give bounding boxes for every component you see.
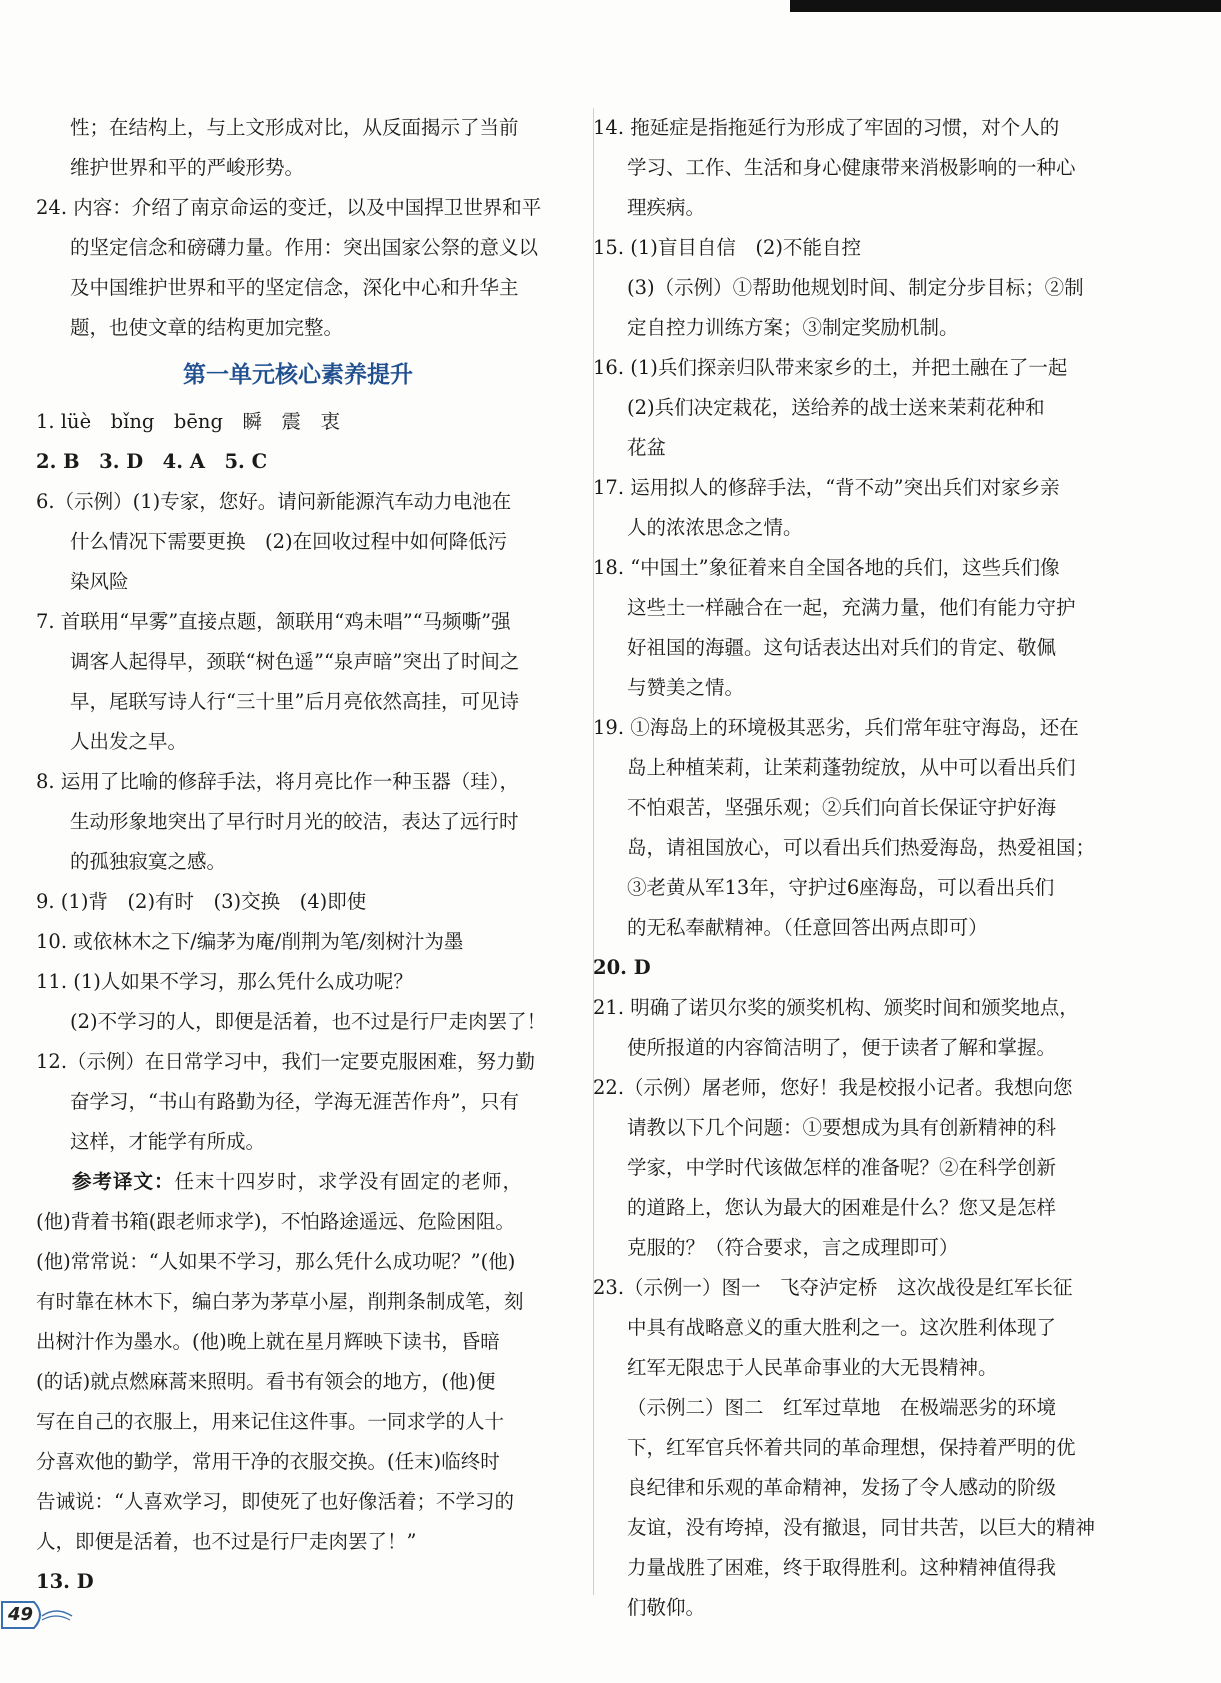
answer-18 (593, 548, 1115, 708)
text-line: (2)不学习的人，即便是活着，也不过是行尸走肉罢了！ (70, 1010, 547, 1033)
text-line: 力量战胜了困难，终于取得胜利。这种精神值得我 (627, 1556, 1057, 1579)
answer-21 (593, 988, 1115, 1068)
answer-14 (593, 108, 1115, 228)
answer-11 (36, 962, 560, 1042)
text-line: 调客人起得早，颈联“树色遥”“泉声暗”突出了时间之 (70, 650, 520, 673)
text-line: 这样，才能学有所成。 (70, 1130, 266, 1153)
answer-6 (36, 482, 560, 602)
text-line: 早，尾联写诗人行“三十里”后月亮依然高挂，可见诗 (70, 690, 519, 713)
text-line: 的无私奉献精神。（任意回答出两点即可） (627, 916, 988, 939)
text-line: 12.（示例）在日常学习中，我们一定要克服困难，努力勤 (36, 1050, 536, 1073)
answer-12 (36, 1042, 560, 1162)
page-number-badge (0, 1600, 80, 1630)
text-line: 花盆 (627, 436, 667, 459)
text-line: (3)（示例）①帮助他规划时间、制定分步目标；②制 (627, 276, 1084, 299)
text-line: 19. ①海岛上的环境极其恶劣，兵们常年驻守海岛，还在 (593, 716, 1079, 739)
answer-23-cont (36, 108, 560, 188)
text-line: 任末十四岁时，求学没有固定的老师， (174, 1170, 524, 1193)
text-line: 的坚定信念和磅礴力量。作用：突出国家公祭的意义以 (70, 236, 539, 259)
answer-9: 9. (1)背 (2)有时 (3)交换 (4)即使 (36, 890, 367, 913)
text-line: 人的浓浓思念之情。 (627, 516, 803, 539)
text-line: 的道路上，您认为最大的困难是什么？您又是怎样 (627, 1196, 1057, 1219)
text-line: 分喜欢他的勤学，常用干净的衣服交换。(任末)临终时 (36, 1450, 500, 1473)
answer-23 (593, 1268, 1115, 1628)
text-line: 11. (1)人如果不学习，那么凭什么成功呢？ (36, 970, 413, 993)
answer-10: 10. 或依林木之下/编茅为庵/削荆为笔/刻树汁为墨 (36, 930, 464, 953)
text-line: 出树汁作为墨水。(他)晚上就在星月辉映下读书，昏暗 (36, 1330, 500, 1353)
text-line: 请教以下几个问题：①要想成为具有创新精神的科 (627, 1116, 1057, 1139)
left-column (36, 108, 560, 1602)
text-line: 14. 拖延症是指拖延行为形成了牢固的习惯，对个人的 (593, 116, 1060, 139)
text-line: 维护世界和平的严峻形势。 (70, 156, 305, 179)
text-line: 理疾病。 (627, 196, 706, 219)
text-line: 什么情况下需要更换 (2)在回收过程中如何降低污 (70, 530, 508, 553)
text-line: 8. 运用了比喻的修辞手法，将月亮比作一种玉器（珪）， (36, 770, 520, 793)
text-line: 们敬仰。 (627, 1596, 706, 1619)
text-line: 使所报道的内容简洁明了，便于读者了解和掌握。 (627, 1036, 1057, 1059)
answer-19 (593, 708, 1115, 948)
answer-2-5: 2. B 3. D 4. A 5. C (36, 450, 268, 473)
text-line: 岛上种植茉莉，让茉莉蓬勃绽放，从中可以看出兵们 (627, 756, 1076, 779)
text-line: 的孤独寂寞之感。 (70, 850, 227, 873)
reference-translation (36, 1162, 560, 1562)
right-column (593, 108, 1115, 1628)
text-line: 24. 内容：介绍了南京命运的变迁，以及中国捍卫世界和平 (36, 196, 542, 219)
text-line: 定自控力训练方案；③制定奖励机制。 (627, 316, 959, 339)
answer-8 (36, 762, 560, 882)
text-line: （示例二）图二 红军过草地 在极端恶劣的环境 (627, 1396, 1057, 1419)
text-line: 中具有战略意义的重大胜利之一。这次胜利体现了 (627, 1316, 1057, 1339)
section-heading: 第一单元核心素养提升 (183, 362, 413, 388)
text-line: 学习、工作、生活和身心健康带来消极影响的一种心 (627, 156, 1076, 179)
answer-20: 20. D (593, 956, 651, 979)
text-line: (2)兵们决定栽花，送给养的战士送来茉莉花种和 (627, 396, 1045, 419)
text-line: (他)常常说：“人如果不学习，那么凭什么成功呢？”(他) (36, 1250, 516, 1273)
text-line: 15. (1)盲目自信 (2)不能自控 (593, 236, 861, 259)
text-line: 岛，请祖国放心，可以看出兵们热爱海岛，热爱祖国； (627, 836, 1096, 859)
answer-15 (593, 228, 1115, 348)
answer-1: 1. lüè bǐng bēng 瞬 震 衷 (36, 410, 340, 433)
text-line: 6.（示例）(1)专家，您好。请问新能源汽车动力电池在 (36, 490, 512, 513)
text-line: 克服的？（符合要求，言之成理即可） (627, 1236, 959, 1259)
text-line: 7. 首联用“早雾”直接点题，颔联用“鸡未唱”“马频嘶”强 (36, 610, 511, 633)
text-line: 22.（示例）屠老师，您好！我是校报小记者。我想向您 (593, 1076, 1073, 1099)
text-line: 16. (1)兵们探亲归队带来家乡的土，并把土融在了一起 (593, 356, 1068, 379)
scan-edge-bar (790, 0, 1221, 12)
text-line: 友谊，没有垮掉，没有撤退，同甘共苦，以巨大的精神 (627, 1516, 1096, 1539)
text-line: 人出发之早。 (70, 730, 188, 753)
answer-17 (593, 468, 1115, 548)
text-line: 21. 明确了诺贝尔奖的颁奖机构、颁奖时间和颁奖地点， (593, 996, 1079, 1019)
text-line: 23.（示例一）图一 飞夺泸定桥 这次战役是红军长征 (593, 1276, 1073, 1299)
answer-7 (36, 602, 560, 762)
text-line: 红军无限忠于人民革命事业的大无畏精神。 (627, 1356, 998, 1379)
text-line: 这些土一样融合在一起，充满力量，他们有能力守护 (627, 596, 1076, 619)
text-line: 及中国维护世界和平的坚定信念，深化中心和升华主 (70, 276, 519, 299)
answer-24 (36, 188, 560, 348)
text-line: 与赞美之情。 (627, 676, 745, 699)
text-line: 奋学习，“书山有路勤为径，学海无涯苦作舟”，只有 (70, 1090, 519, 1113)
text-line: ③老黄从军13年，守护过6座海岛，可以看出兵们 (627, 876, 1055, 899)
translation-label: 参考译文： (72, 1170, 175, 1193)
text-line: 题，也使文章的结构更加完整。 (70, 316, 344, 339)
text-line: 学家，中学时代该做怎样的准备呢？②在科学创新 (627, 1156, 1057, 1179)
text-line: 生动形象地突出了早行时月光的皎洁，表达了远行时 (70, 810, 519, 833)
text-line: 18. “中国土”象征着来自全国各地的兵们，这些兵们像 (593, 556, 1060, 579)
answer-16 (593, 348, 1115, 468)
text-line: 不怕艰苦，坚强乐观；②兵们向首长保证守护好海 (627, 796, 1057, 819)
text-line: 性；在结构上，与上文形成对比，从反面揭示了当前 (70, 116, 519, 139)
text-line: 下，红军官兵怀着共同的革命理想，保持着严明的优 (627, 1436, 1076, 1459)
answer-22 (593, 1068, 1115, 1268)
text-line: 写在自己的衣服上，用来记住这件事。一同求学的人十 (36, 1410, 505, 1433)
text-line: 17. 运用拟人的修辞手法，“背不动”突出兵们对家乡亲 (593, 476, 1060, 499)
text-line: 好祖国的海疆。这句话表达出对兵们的肯定、敬佩 (627, 636, 1057, 659)
answer-13: 13. D (36, 1570, 94, 1593)
text-line: 良纪律和乐观的革命精神，发扬了令人感动的阶级 (627, 1476, 1057, 1499)
text-line: 人，即便是活着，也不过是行尸走肉罢了！” (36, 1530, 417, 1553)
text-line: 有时靠在林木下，编白茅为茅草小屋，削荆条制成笔，刻 (36, 1290, 524, 1313)
text-line: (他)背着书箱(跟老师求学)，不怕路途遥远、危险困阻。 (36, 1210, 515, 1233)
text-line: (的话)就点燃麻蒿来照明。看书有领会的地方，(他)便 (36, 1370, 496, 1393)
page-number: 49 (8, 1604, 34, 1625)
text-line: 告诫说：“人喜欢学习，即使死了也好像活着；不学习的 (36, 1490, 514, 1513)
text-line: 染风险 (70, 570, 129, 593)
